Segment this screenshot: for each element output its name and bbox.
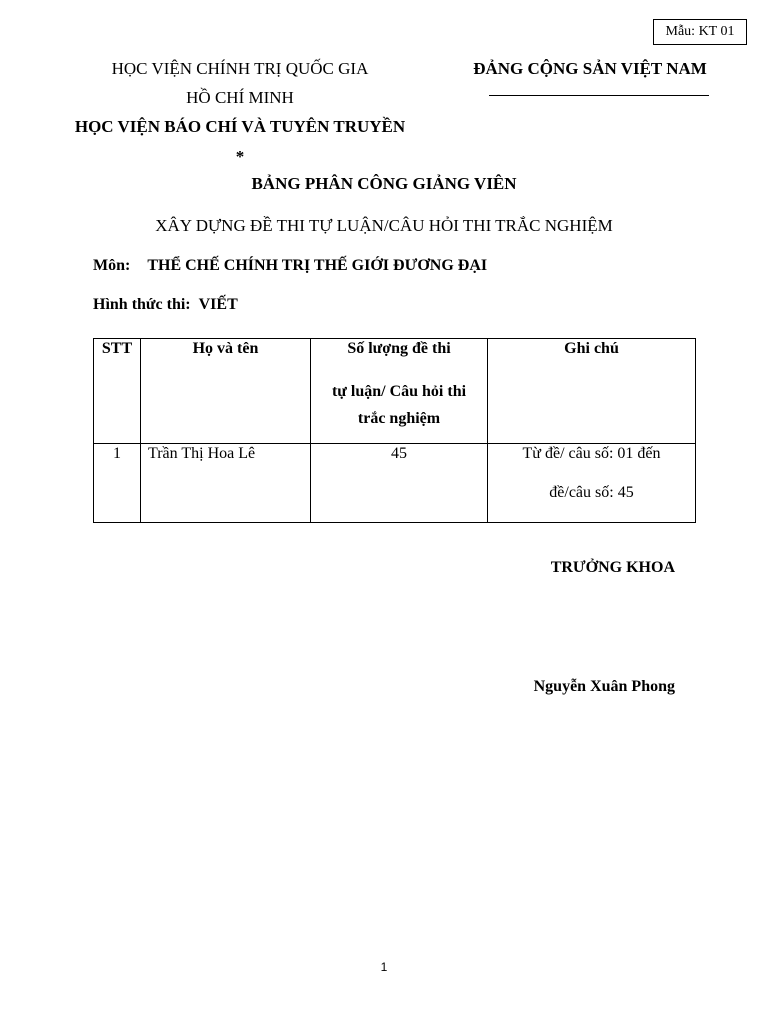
header-count-line1: Số lượng đề thi (347, 340, 451, 357)
header-party: ĐẢNG CỘNG SẢN VIỆT NAM (473, 59, 707, 78)
form-code-box: Mẫu: KT 01 (653, 19, 747, 45)
page-number: 1 (380, 960, 388, 974)
header-name: Họ và tên (141, 339, 311, 444)
subject-label: Môn: (93, 257, 131, 274)
cell-note-line1: Từ đề/ câu số: 01 đến (522, 445, 661, 462)
header-count-line3: trắc nghiệm (357, 410, 441, 427)
header-star: * (235, 147, 245, 166)
cell-count: 45 (311, 444, 488, 523)
document-subtitle: XÂY DỰNG ĐỀ THI TỰ LUẬN/CÂU HỎI THI TRẮC NGHIỆM (155, 216, 613, 235)
subject-value: THỂ CHẾ CHÍNH TRỊ THẾ GIỚI ĐƯƠNG ĐẠI (147, 257, 488, 274)
cell-stt: 1 (94, 444, 141, 523)
header-academy: HỌC VIỆN BÁO CHÍ VÀ TUYÊN TRUYỀN (74, 117, 406, 136)
header-org-line2: HỒ CHÍ MINH (186, 88, 294, 107)
signature-title: TRƯỞNG KHOA (550, 559, 675, 576)
header-count (311, 339, 488, 444)
exam-form-value: VIẾT (198, 296, 238, 313)
cell-note-line2: đề/câu số: 45 (549, 484, 634, 501)
header-org-line1: HỌC VIỆN CHÍNH TRỊ QUỐC GIA (111, 59, 369, 78)
header-party-underline (489, 95, 709, 96)
table-header-row (94, 339, 696, 444)
cell-note (488, 444, 696, 523)
document-title: BẢNG PHÂN CÔNG GIẢNG VIÊN (251, 174, 517, 193)
header-count-line2: tự luận/ Câu hỏi thi (331, 383, 467, 400)
header-stt: STT (94, 339, 141, 444)
assignment-table (93, 338, 696, 523)
exam-form-row (93, 296, 238, 314)
signature-name: Nguyễn Xuân Phong (533, 678, 675, 695)
table-row (94, 444, 696, 523)
header-note: Ghi chú (488, 339, 696, 444)
subject-row (93, 257, 487, 275)
cell-name: Trần Thị Hoa Lê (141, 444, 311, 523)
exam-form-label: Hình thức thi: (93, 296, 191, 313)
